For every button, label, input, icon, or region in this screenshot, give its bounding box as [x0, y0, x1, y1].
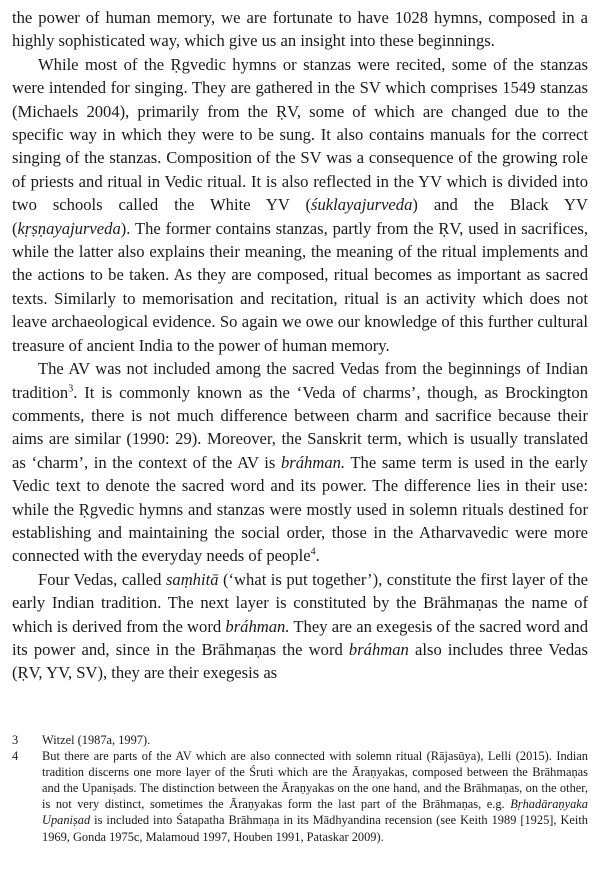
text-run: the power of human memory, we are fortunate to have 1028 hymns, composed in a highly sophisticated way, which give us an insight into these beginnings. [12, 8, 588, 51]
footnotes [12, 732, 588, 845]
footnote [12, 732, 588, 748]
text-run: (‘what is put together’), constitute the first layer of the early Indian tradition. The next layer is constituted by the Brāhmaṇas the name of which is derived from the word [12, 569, 589, 636]
footnote-text [42, 748, 588, 845]
text-run: ). The former contains stanzas, partly from the ṚV, used in sacrifices, while the latter also explains their meaning, the meaning of the ritual implements and the actions to be taken. As they are composed, ritual becomes as important as sacred texts. Similarly to memorisation and recitation, ritual is an activity which does not leave archaeological evidence. So again we owe our knowledge of this further cultural treasure of ancient India to the power of human memory. [12, 218, 588, 355]
text-run: The AV was not included among the sacred Vedas from the beginnings of Indian tradition [12, 359, 588, 402]
footnote [12, 748, 588, 845]
text-run: also includes three Vedas (ṚV, YV, SV), they are their exegesis as [12, 639, 588, 683]
footnote-ref: 3 [68, 382, 74, 394]
text-run: Witzel (1987a, 1997). [42, 733, 151, 747]
italic-term: bráhman. [281, 452, 346, 472]
footnote-ref: 4 [310, 546, 316, 558]
footnote-text [42, 732, 588, 748]
italic-term: śuklayajurveda [311, 195, 413, 215]
text-run: While most of the Ṛgvedic hymns or stanzas were recited, some of the stanzas were intended for singing. They are gathered in the SV which comprises 1549 stanzas (Michaels 2004), primarily from the ṚV, some of which are changed due to the specific way in which they were to be sung. It also contains manuals for the correct singing of the stanzas. Composition of the SV was a consequence of the growing role of priests and ritual in Vedic ritual. It is also reflected in the YV which is divided into two schools called the White YV ( [12, 54, 588, 215]
text-run: The same term is used in the early Vedic text to denote the sacred word and its power. The difference lies in their use: while the Ṛgvedic hymns and stanzas were mostly used in solemn rituals destined for establishing and maintaining the social order, those in the Atharvavedic were more connected with the everyday needs of people [12, 452, 588, 566]
text-run: ) and the Black YV ( [12, 195, 588, 238]
body-paragraph [12, 6, 588, 53]
text-run: They are an exegesis of the sacred word and its power and, since in the Brāhmaṇas the word [12, 616, 588, 659]
italic-term: kṛṣṇayajurveda [17, 218, 121, 238]
body-paragraph [12, 568, 588, 685]
text-run: . It is commonly known as the ‘Veda of charms’, though, as Brockington comments, there is not much difference between charm and sacrifice because their aims are similar (1990: 29). Moreover, the Sanskrit term, which is usually translated as ‘charm’, in the context of the AV is [12, 382, 588, 472]
text-run: Four Vedas, called [38, 569, 166, 589]
italic-term: bráhman [348, 639, 409, 659]
italic-term: saṃhitā [165, 569, 219, 589]
footnote-number: 3 [12, 733, 19, 747]
text-run: is included into Śatapatha Brāhmaṇa in its Mādhyandina recension (see Keith 1989 [1925], Keith 1969, Gonda 1975c, Malamoud 1997, Houben 1991, Pataskar 2009). [42, 813, 588, 844]
text-run: But there are parts of the AV which are also connected with solemn ritual (Rājasūya), Lelli (2015). Indian tradition discerns one more layer of the Śruti which are the Āraṇyakas, composed between the Brāhmaṇas and the Upaniṣads. The distinction between the Āraṇyakas on the one hand, and the Brāhmaṇas, on the other, is not very distinct, sometimes the Āraṇyakas form the last part of the Brāhmaṇas, e.g. [42, 749, 588, 812]
italic-term: bráhman. [225, 616, 290, 636]
body-text [12, 6, 588, 685]
italic-term: Bṛhadāraṇyaka Upaniṣad [42, 797, 588, 828]
text-run: . [315, 546, 320, 566]
body-paragraph [12, 53, 588, 357]
footnote-number: 4 [12, 749, 19, 764]
body-paragraph [12, 357, 588, 568]
